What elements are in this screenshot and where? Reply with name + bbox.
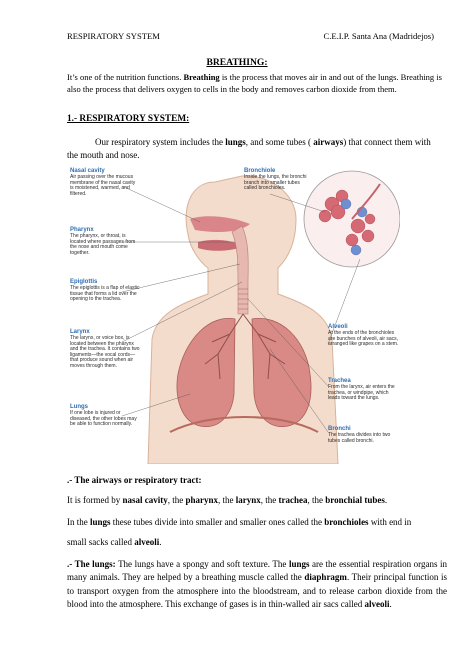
section-title: 1.- RESPIRATORY SYSTEM: xyxy=(67,114,190,124)
header-right: C.E.I.P. Santa Ana (Madridejos) xyxy=(323,31,434,41)
airways-paragraph: It is formed by nasal cavity, the pharynx, the larynx, the trachea, the bronchial tubes. xyxy=(67,495,388,505)
intro-paragraph: It’s one of the nutrition functions. Breathing is the process that moves air in and out of the lungs. Breathing is also the process that delivers oxygen to cells in the body and removes carbon dioxide from them. xyxy=(67,72,442,94)
header-left: RESPIRATORY SYSTEM xyxy=(67,31,160,41)
label-bronchi: Bronchi The trachea divides into two tubes called bronchi. xyxy=(328,426,391,444)
label-alveoli: Alveoli At the ends of the bronchioles are bunches of alveoli, air sacs, arranged like grapes on a stem. xyxy=(328,324,399,348)
label-trachea: Trachea From the larynx, air enters the trachea, or windpipe, which leads toward the lungs. xyxy=(328,378,395,402)
label-lungs: Lungs If one lobe is injured or diseased, the other lobes may be able to function normally. xyxy=(70,404,137,428)
label-nasal-cavity: Nasal cavity Air passing over the mucous membrane of the nasal cavity is moistened, warmed, and filtered. xyxy=(70,168,136,197)
airways-heading: .- The airways or respiratory tract: xyxy=(67,475,202,485)
label-bronchiole: Bronchiole Inside the lungs, the bronchi branch into smaller tubes called bronchioles. xyxy=(244,168,307,192)
bronchioles-paragraph: In the lungs these tubes divide into smaller and smaller ones called the bronchioles with end in xyxy=(67,517,412,527)
alveoli-paragraph: small sacks called alveoli. xyxy=(67,537,162,547)
respiratory-paragraph: Our respiratory system includes the lungs, and some tubes ( airways) that connect them with the mouth and nose. xyxy=(67,137,431,160)
respiratory-diagram xyxy=(70,164,400,464)
lungs-paragraph: .- The lungs: The lungs have a spongy and soft texture. The lungs are the essential respiration organs in many animals. They are helped by a breathing muscle called the diaphragm. Their principal function is to transport oxygen from the atmosphere into the bloodstream, and to release carbon dioxide from the blood into the atmosphere. This exchange of gases is in thin-walled air sacs called alveoli. xyxy=(67,559,448,610)
label-epiglottis: Epiglottis The epiglottis is a flap of elastic tissue that forms a lid over the opening to the trachea. xyxy=(70,279,140,303)
label-pharynx: Pharynx The pharynx, or throat, is located where passages from the nose and mouth come together. xyxy=(70,227,136,256)
label-larynx: Larynx The larynx, or voice box, is located between the pharynx and the trachea. It contains two ligaments—the vocal cords—that produce sound when air moves through them. xyxy=(70,329,140,369)
page-title: BREATHING: xyxy=(206,57,268,68)
